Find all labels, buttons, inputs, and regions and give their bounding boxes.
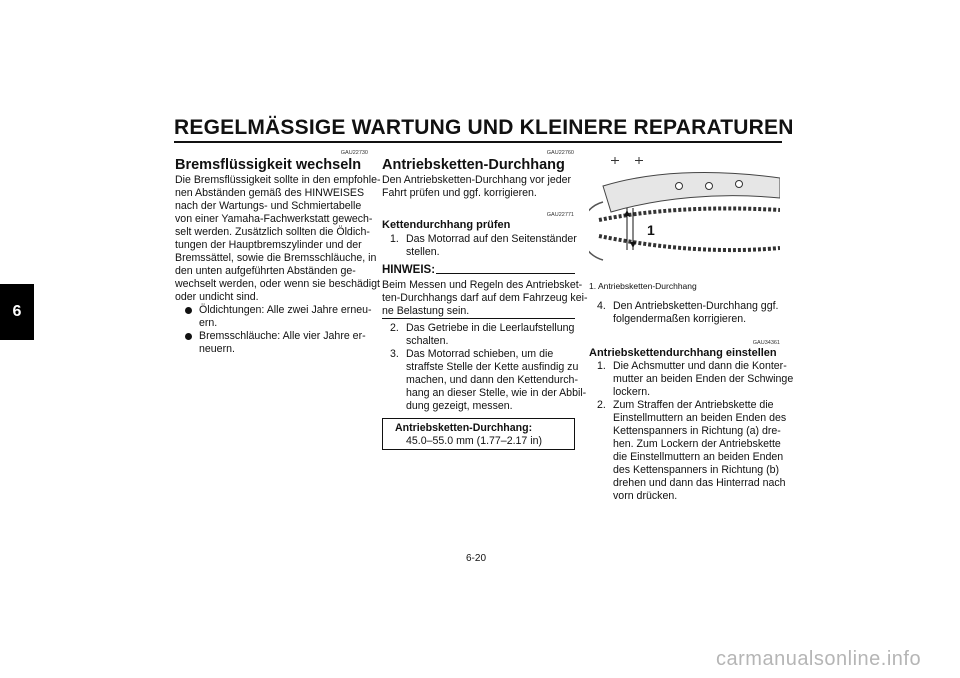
header-divider xyxy=(174,141,782,143)
step-number: 1. xyxy=(597,360,606,372)
paragraph-line: Den Antriebsketten-Durchhang vor jeder xyxy=(382,174,572,186)
bullet-line: ern. xyxy=(199,317,218,329)
step-3 xyxy=(390,348,586,413)
step-number: 2. xyxy=(597,399,606,411)
paragraph-line: tungen der Hauptbremszylinder und der xyxy=(175,239,362,251)
section-heading-chain-slack: Antriebsketten-Durchhang xyxy=(382,157,565,173)
chain-slack-intro xyxy=(382,174,571,200)
step-line: Das Getriebe in die Leerlaufstellung xyxy=(406,322,575,334)
page-header-title: REGELMÄSSIGE WARTUNG UND KLEINERE REPARATUREN xyxy=(174,116,794,139)
bullet-line: Öldichtungen: Alle zwei Jahre erneu- xyxy=(199,304,372,316)
note-line: Beim Messen und Regeln des Antriebsket- xyxy=(382,279,583,291)
step-line: Das Motorrad schieben, um die xyxy=(406,348,554,360)
paragraph-line: nen Abständen gemäß des HINWEISES xyxy=(175,187,365,199)
paragraph-line: Bremssättel, sowie die Bremsschläuche, in xyxy=(175,252,377,264)
paragraph-line: den unten aufgeführten Abständen ge- xyxy=(175,265,356,277)
note-title: HINWEIS: xyxy=(382,264,436,276)
step-number: 1. xyxy=(390,233,399,245)
brake-fluid-paragraph xyxy=(175,174,381,304)
step-line: lockern. xyxy=(613,386,651,398)
section-code: GAU22771 xyxy=(546,212,574,218)
subheading-adjust-slack: Antriebskettendurchhang einstellen xyxy=(589,347,777,359)
step-line: Den Antriebsketten-Durchhang ggf. xyxy=(613,300,779,312)
subheading-check-slack: Kettendurchhang prüfen xyxy=(382,219,511,231)
step-number: 4. xyxy=(597,300,606,312)
adjust-step-2 xyxy=(597,399,786,503)
note-top-rule xyxy=(436,273,575,274)
paragraph-line: nach der Wartungs- und Schmiertabelle xyxy=(175,200,362,212)
watermark-text: carmanualsonline.info xyxy=(716,648,922,670)
paragraph-line: wechselt werden, oder wenn sie beschädigt xyxy=(175,278,380,290)
step-line: vorn drücken. xyxy=(613,490,678,502)
chapter-tab: 6 xyxy=(0,284,34,340)
step-line: des Kettenspanners in Richtung (b) xyxy=(613,464,780,476)
step-line: Einstellmuttern an beiden Enden des xyxy=(613,412,787,424)
page-number: 6-20 xyxy=(466,553,487,564)
step-1 xyxy=(390,233,577,259)
step-line: straffste Stelle der Kette ausfindig zu xyxy=(406,361,579,373)
step-line: Zum Straffen der Antriebskette die xyxy=(613,399,774,411)
step-4 xyxy=(597,300,778,326)
step-number: 3. xyxy=(390,348,399,360)
note-bottom-rule xyxy=(382,318,575,319)
paragraph-line: Die Bremsflüssigkeit sollte in den empfohle- xyxy=(175,174,381,186)
step-line: machen, und dann den Kettendurch- xyxy=(406,374,578,386)
step-number: 2. xyxy=(390,322,399,334)
step-line: folgendermaßen korrigieren. xyxy=(613,313,747,325)
note-line: ten-Durchhangs darf auf dem Fahrzeug kei- xyxy=(382,292,588,304)
step-line: hang an dieser Stelle, wie in der Abbil- xyxy=(406,387,587,399)
paragraph-line: selt werden. Zusätzlich sollten die Öldich- xyxy=(175,226,370,238)
step-2 xyxy=(390,322,574,348)
section-code: GAU22760 xyxy=(546,150,574,156)
bullet-line: Bremsschläuche: Alle vier Jahre er- xyxy=(199,330,366,342)
spec-label: Antriebsketten-Durchhang: xyxy=(395,422,533,434)
step-line: mutter an beiden Enden der Schwinge xyxy=(613,373,794,385)
paragraph-line: Fahrt prüfen und ggf. korrigieren. xyxy=(382,187,537,199)
bullet-item xyxy=(185,330,366,356)
adjust-step-1 xyxy=(597,360,793,399)
step-line: Die Achsmutter und dann die Konter- xyxy=(613,360,787,372)
section-heading-brake-fluid: Bremsflüssigkeit wechseln xyxy=(175,157,362,173)
bullet-icon xyxy=(185,307,192,314)
section-code: GAU34361 xyxy=(752,340,780,346)
spec-value: 45.0–55.0 mm (1.77–2.17 in) xyxy=(406,435,543,447)
step-line: Das Motorrad auf den Seitenständer xyxy=(406,233,577,245)
paragraph-line: oder undicht sind. xyxy=(175,291,259,303)
spec-box xyxy=(382,418,575,450)
figure-caption: 1. Antriebsketten-Durchhang xyxy=(589,281,697,291)
step-line: Kettenspanners in Richtung (a) dre- xyxy=(613,425,781,437)
step-line: dung gezeigt, messen. xyxy=(406,400,513,412)
chain-slack-illustration xyxy=(589,150,780,274)
note-text xyxy=(382,279,588,318)
step-line: hen. Zum Lockern der Antriebskette xyxy=(613,438,781,450)
paragraph-line: von einer Yamaha-Fachwerkstatt gewech- xyxy=(175,213,373,225)
step-line: schalten. xyxy=(406,335,449,347)
section-code: GAU22730 xyxy=(340,150,368,156)
bullet-item xyxy=(185,304,372,330)
step-line: die Einstellmuttern an beiden Enden xyxy=(613,451,784,463)
note-line: ne Belastung sein. xyxy=(382,305,470,317)
step-line: stellen. xyxy=(406,246,440,258)
step-line: drehen und dann das Hinterrad nach xyxy=(613,477,786,489)
callout-number: 1 xyxy=(647,222,655,238)
bullet-icon xyxy=(185,333,192,340)
bullet-line: neuern. xyxy=(199,343,235,355)
chain-diagram xyxy=(589,150,780,274)
